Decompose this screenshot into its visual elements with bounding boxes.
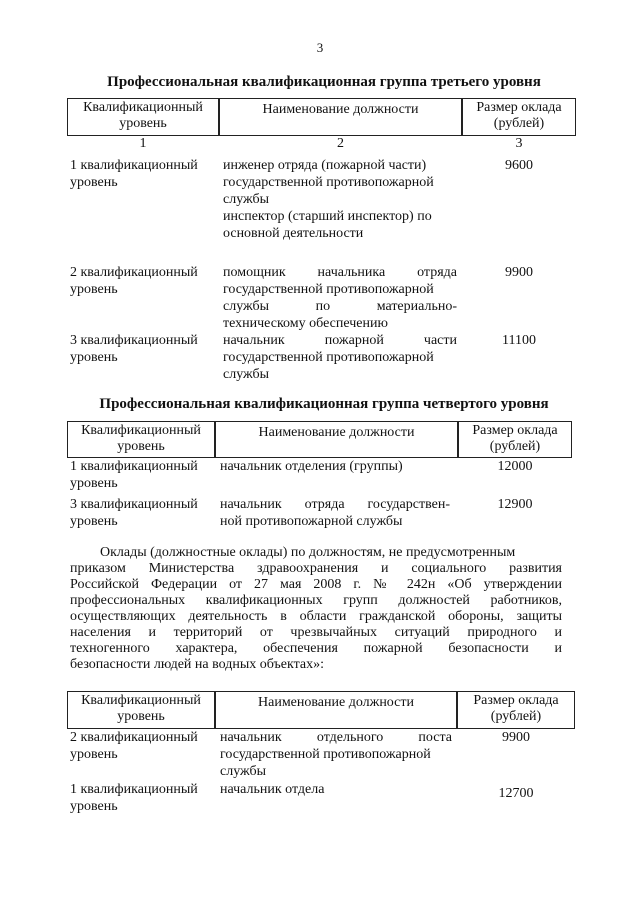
header-position: Наименование должности — [219, 98, 462, 136]
position-name — [220, 781, 452, 798]
header-salary-line: (рублей) — [493, 116, 545, 131]
level-line: 1 квалификационный — [70, 459, 198, 474]
header-salary-line: (рублей) — [490, 709, 542, 724]
position-line: начальник пожарной части — [223, 333, 457, 348]
qualification-level — [70, 496, 220, 530]
header-position: Наименование должности — [215, 691, 457, 729]
level-line: уровень — [70, 350, 118, 365]
salary-amount: 11100 — [502, 333, 536, 348]
position-line: основной деятельности — [223, 226, 364, 241]
column-number: 1 — [139, 136, 147, 151]
section-heading-third-level: Профессиональная квалификационная группа третьего уровня — [107, 74, 541, 90]
paragraph-line: осуществляющих деятельность в области гражданской обороны, защиты — [70, 609, 562, 624]
position-line: государственной противопожарной — [223, 350, 434, 365]
column-number: 2 — [337, 136, 344, 151]
level-line: 2 квалификационный — [70, 730, 198, 745]
level-line: уровень — [70, 476, 118, 491]
qualification-level — [70, 157, 220, 191]
body-paragraph — [70, 545, 562, 673]
paragraph-line: Оклады (должностные оклады) по должностям, не предусмотренным — [100, 545, 516, 560]
position-line: техническому обеспечению — [223, 316, 388, 331]
position-line: государственной противопожарной — [220, 747, 431, 762]
paragraph-line: Российской Федерации от 27 мая 2008 г. № 242н «Об утверждении — [70, 577, 562, 592]
salary-amount: 12700 — [498, 786, 534, 801]
header-level-line: уровень — [117, 709, 165, 724]
position-line: начальник отдела — [220, 782, 325, 797]
qualification-level — [70, 264, 220, 298]
paragraph-line: техногенного характера, обеспечения пожарной безопасности и — [70, 641, 562, 656]
level-line: уровень — [70, 799, 118, 814]
position-line: начальник отряда государствен- — [220, 497, 450, 512]
salary-amount: 12000 — [497, 459, 533, 474]
header-level-line: уровень — [117, 439, 165, 454]
header-level-line: Квалификационный — [81, 693, 201, 708]
qualification-level — [70, 729, 220, 763]
position-name — [223, 157, 457, 242]
salary-amount: 12900 — [497, 497, 533, 512]
section-heading-fourth-level: Профессиональная квалификационная группа четвертого уровня — [99, 396, 549, 412]
paragraph-line: безопасности людей на водных объектах»: — [70, 657, 324, 672]
qualification-level — [70, 458, 220, 492]
header-salary — [462, 98, 576, 136]
position-line: ной противопожарной службы — [220, 514, 403, 529]
position-line: помощник начальника отряда — [223, 265, 457, 280]
header-level — [67, 421, 215, 458]
page-number: 3 — [316, 40, 324, 55]
position-name — [220, 729, 452, 780]
header-salary-line: Размер оклада — [472, 423, 558, 438]
position-line: службы — [223, 367, 270, 382]
paragraph-line: приказом Министерства здравоохранения и социального развития — [70, 561, 562, 576]
salary-amount: 9600 — [505, 158, 533, 173]
level-line: уровень — [70, 514, 118, 529]
position-line: государственной противопожарной — [223, 175, 434, 190]
position-line: службы по материально- — [223, 299, 457, 314]
header-level-line: Квалификационный — [83, 100, 203, 115]
level-line: уровень — [70, 747, 118, 762]
header-level-line: уровень — [119, 116, 167, 131]
position-name — [223, 332, 457, 383]
header-level — [67, 691, 215, 729]
qualification-level — [70, 332, 220, 366]
column-number: 3 — [515, 136, 523, 151]
header-salary — [458, 421, 572, 458]
position-name — [223, 264, 457, 332]
header-position: Наименование должности — [215, 421, 458, 458]
level-line: 3 квалификационный — [70, 333, 198, 348]
header-salary-line: Размер оклада — [473, 693, 559, 708]
header-salary-line: (рублей) — [489, 439, 541, 454]
level-line: 3 квалификационный — [70, 497, 198, 512]
position-line: начальник отдельного поста — [220, 730, 452, 745]
level-line: уровень — [70, 282, 118, 297]
header-salary-line: Размер оклада — [476, 100, 562, 115]
level-line: 1 квалификационный — [70, 782, 198, 797]
header-salary — [457, 691, 575, 729]
salary-amount: 9900 — [505, 265, 533, 280]
header-level-line: Квалификационный — [81, 423, 201, 438]
level-line: 2 квалификационный — [70, 265, 198, 280]
paragraph-line: населения и территорий от чрезвычайных ситуаций природного и — [70, 625, 562, 640]
header-level — [67, 98, 219, 136]
position-name — [220, 458, 450, 475]
position-line: службы — [223, 192, 270, 207]
position-line: начальник отделения (группы) — [220, 459, 403, 474]
position-line: государственной противопожарной — [223, 282, 434, 297]
position-name — [220, 496, 450, 530]
level-line: уровень — [70, 175, 118, 190]
qualification-level — [70, 781, 220, 815]
position-line: инженер отряда (пожарной части) — [223, 158, 427, 173]
level-line: 1 квалификационный — [70, 158, 198, 173]
salary-amount: 9900 — [502, 730, 530, 745]
position-line: службы — [220, 764, 267, 779]
position-line: инспектор (старший инспектор) по — [223, 209, 432, 224]
paragraph-line: профессиональных квалификационных групп должностей работников, — [70, 593, 562, 608]
